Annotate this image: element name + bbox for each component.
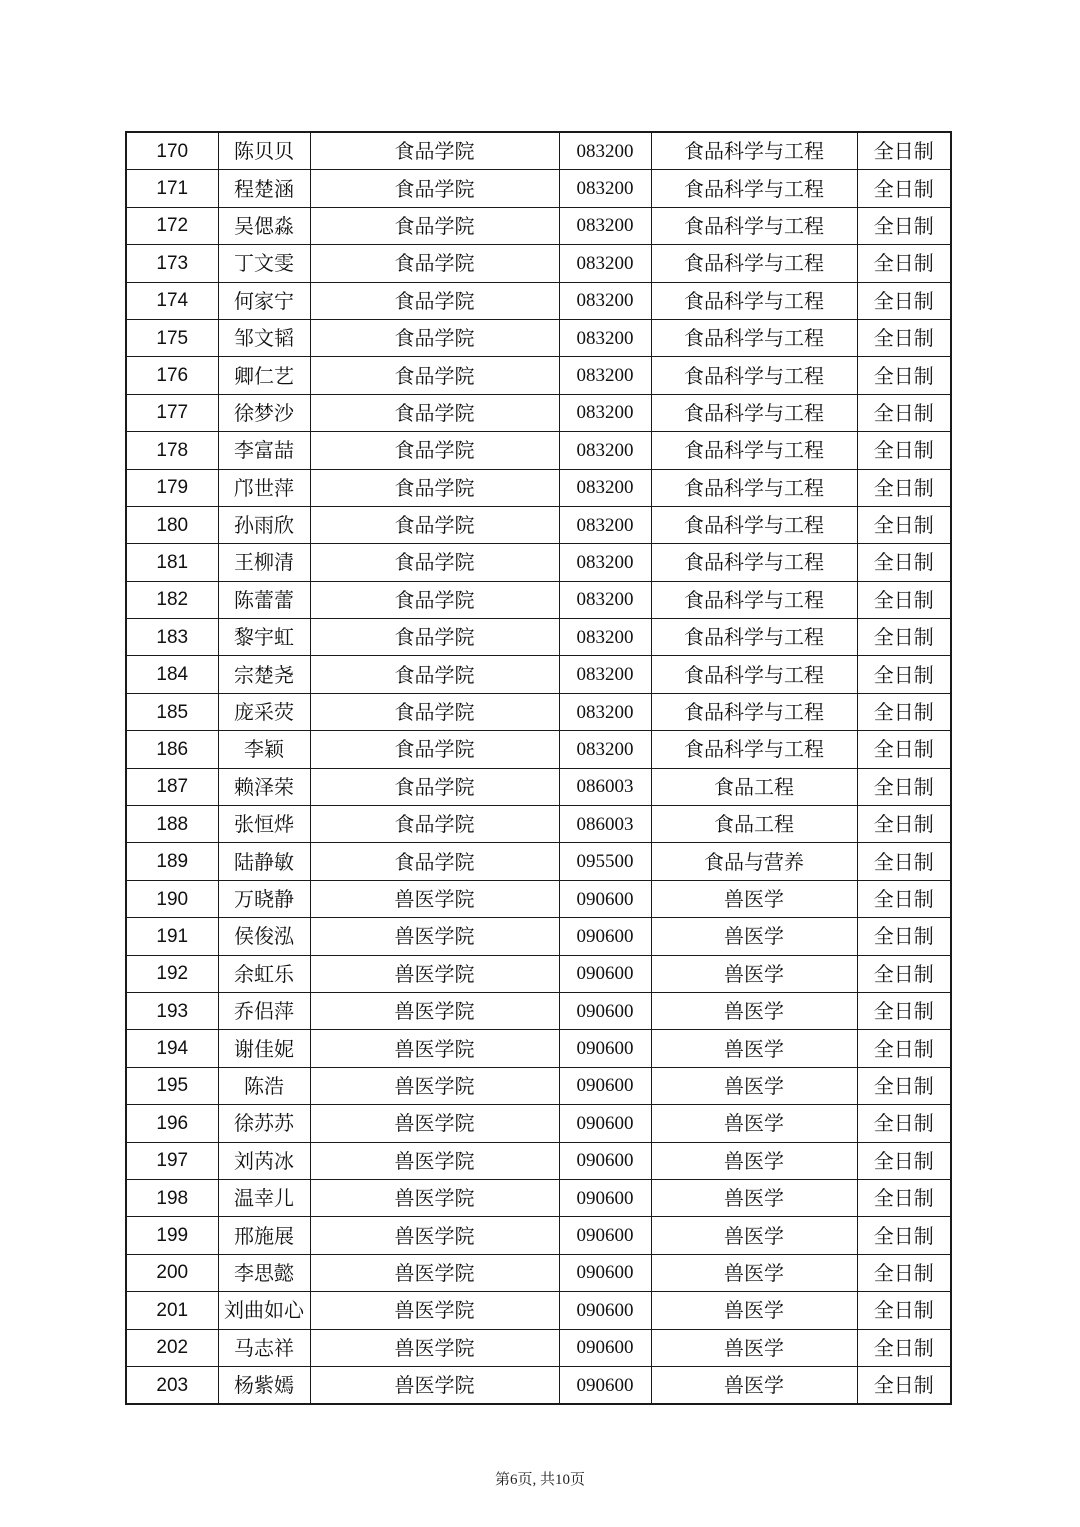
table-row: [126, 731, 951, 768]
major-name-cell: 食品工程: [651, 768, 857, 805]
major-code-cell: 090600: [559, 1292, 651, 1329]
study-mode-cell: 全日制: [857, 843, 951, 880]
college-cell: 兽医学院: [310, 1366, 559, 1404]
major-code-cell: 086003: [559, 768, 651, 805]
major-name-cell: 食品科学与工程: [651, 469, 857, 506]
major-code-cell: 090600: [559, 1067, 651, 1104]
study-mode-cell: 全日制: [857, 1292, 951, 1329]
table-row: [126, 394, 951, 431]
major-name-cell: 食品科学与工程: [651, 656, 857, 693]
row-number-cell: 181: [126, 544, 218, 581]
table-row: [126, 282, 951, 319]
college-cell: 兽医学院: [310, 1030, 559, 1067]
study-mode-cell: 全日制: [857, 245, 951, 282]
student-name-cell: 邝世萍: [218, 469, 310, 506]
major-name-cell: 兽医学: [651, 1067, 857, 1104]
study-mode-cell: 全日制: [857, 656, 951, 693]
row-number-cell: 199: [126, 1217, 218, 1254]
table-row: [126, 918, 951, 955]
row-number-cell: 176: [126, 357, 218, 394]
major-name-cell: 食品科学与工程: [651, 245, 857, 282]
major-code-cell: 083200: [559, 731, 651, 768]
study-mode-cell: 全日制: [857, 1217, 951, 1254]
student-name-cell: 陈蕾蕾: [218, 581, 310, 618]
study-mode-cell: 全日制: [857, 207, 951, 244]
study-mode-cell: 全日制: [857, 469, 951, 506]
student-name-cell: 侯俊泓: [218, 918, 310, 955]
row-number-cell: 171: [126, 170, 218, 207]
college-cell: 食品学院: [310, 656, 559, 693]
table-row: [126, 768, 951, 805]
student-name-cell: 李颖: [218, 731, 310, 768]
row-number-cell: 193: [126, 992, 218, 1029]
row-number-cell: 182: [126, 581, 218, 618]
student-name-cell: 余虹乐: [218, 955, 310, 992]
student-name-cell: 孙雨欣: [218, 506, 310, 543]
row-number-cell: 187: [126, 768, 218, 805]
student-name-cell: 徐梦沙: [218, 394, 310, 431]
table-row: [126, 207, 951, 244]
row-number-cell: 198: [126, 1179, 218, 1216]
major-name-cell: 食品科学与工程: [651, 731, 857, 768]
college-cell: 兽医学院: [310, 992, 559, 1029]
major-code-cell: 090600: [559, 880, 651, 917]
table-row: [126, 319, 951, 356]
study-mode-cell: 全日制: [857, 1067, 951, 1104]
major-code-cell: 083200: [559, 619, 651, 656]
student-name-cell: 吴偲淼: [218, 207, 310, 244]
table-row: [126, 619, 951, 656]
major-code-cell: 090600: [559, 955, 651, 992]
row-number-cell: 179: [126, 469, 218, 506]
major-name-cell: 食品科学与工程: [651, 170, 857, 207]
college-cell: 兽医学院: [310, 1067, 559, 1104]
student-name-cell: 邢施展: [218, 1217, 310, 1254]
table-row: [126, 245, 951, 282]
college-cell: 兽医学院: [310, 880, 559, 917]
major-code-cell: 090600: [559, 1366, 651, 1404]
major-code-cell: 095500: [559, 843, 651, 880]
study-mode-cell: 全日制: [857, 394, 951, 431]
college-cell: 兽医学院: [310, 918, 559, 955]
major-code-cell: 090600: [559, 992, 651, 1029]
table-row: [126, 581, 951, 618]
college-cell: 食品学院: [310, 394, 559, 431]
college-cell: 食品学院: [310, 357, 559, 394]
college-cell: 食品学院: [310, 282, 559, 319]
major-code-cell: 090600: [559, 1030, 651, 1067]
table-row: [126, 1329, 951, 1366]
major-name-cell: 食品科学与工程: [651, 506, 857, 543]
major-name-cell: 兽医学: [651, 1292, 857, 1329]
college-cell: 兽医学院: [310, 1329, 559, 1366]
row-number-cell: 186: [126, 731, 218, 768]
study-mode-cell: 全日制: [857, 1254, 951, 1291]
major-name-cell: 食品科学与工程: [651, 132, 857, 170]
major-name-cell: 食品科学与工程: [651, 432, 857, 469]
major-name-cell: 食品科学与工程: [651, 319, 857, 356]
college-cell: 兽医学院: [310, 1254, 559, 1291]
college-cell: 食品学院: [310, 544, 559, 581]
row-number-cell: 203: [126, 1366, 218, 1404]
study-mode-cell: 全日制: [857, 768, 951, 805]
student-name-cell: 乔侣萍: [218, 992, 310, 1029]
college-cell: 食品学院: [310, 843, 559, 880]
major-code-cell: 083200: [559, 432, 651, 469]
major-name-cell: 食品科学与工程: [651, 581, 857, 618]
row-number-cell: 191: [126, 918, 218, 955]
college-cell: 兽医学院: [310, 1179, 559, 1216]
major-code-cell: 083200: [559, 170, 651, 207]
major-code-cell: 083200: [559, 282, 651, 319]
table-row: [126, 469, 951, 506]
study-mode-cell: 全日制: [857, 1366, 951, 1404]
study-mode-cell: 全日制: [857, 170, 951, 207]
row-number-cell: 184: [126, 656, 218, 693]
student-name-cell: 陆静敏: [218, 843, 310, 880]
study-mode-cell: 全日制: [857, 955, 951, 992]
row-number-cell: 201: [126, 1292, 218, 1329]
study-mode-cell: 全日制: [857, 282, 951, 319]
student-name-cell: 刘芮冰: [218, 1142, 310, 1179]
major-name-cell: 食品科学与工程: [651, 394, 857, 431]
student-name-cell: 徐苏苏: [218, 1105, 310, 1142]
student-name-cell: 卿仁艺: [218, 357, 310, 394]
row-number-cell: 189: [126, 843, 218, 880]
major-name-cell: 兽医学: [651, 880, 857, 917]
study-mode-cell: 全日制: [857, 132, 951, 170]
major-name-cell: 兽医学: [651, 1142, 857, 1179]
row-number-cell: 172: [126, 207, 218, 244]
student-name-cell: 马志祥: [218, 1329, 310, 1366]
student-name-cell: 李思懿: [218, 1254, 310, 1291]
major-name-cell: 食品科学与工程: [651, 357, 857, 394]
study-mode-cell: 全日制: [857, 1329, 951, 1366]
row-number-cell: 183: [126, 619, 218, 656]
student-name-cell: 杨紫嫣: [218, 1366, 310, 1404]
student-name-cell: 张恒烨: [218, 806, 310, 843]
study-mode-cell: 全日制: [857, 619, 951, 656]
major-code-cell: 090600: [559, 1254, 651, 1291]
major-name-cell: 兽医学: [651, 918, 857, 955]
admission-list-table: [125, 131, 952, 1405]
major-name-cell: 食品科学与工程: [651, 619, 857, 656]
student-name-cell: 邹文韬: [218, 319, 310, 356]
major-name-cell: 兽医学: [651, 1254, 857, 1291]
table-row: [126, 880, 951, 917]
major-code-cell: 083200: [559, 693, 651, 730]
study-mode-cell: 全日制: [857, 1030, 951, 1067]
student-name-cell: 王柳清: [218, 544, 310, 581]
study-mode-cell: 全日制: [857, 506, 951, 543]
college-cell: 食品学院: [310, 506, 559, 543]
table-row: [126, 544, 951, 581]
college-cell: 食品学院: [310, 207, 559, 244]
page-footer: 第6页, 共10页: [494, 1472, 585, 1488]
major-name-cell: 兽医学: [651, 1179, 857, 1216]
student-name-cell: 宗楚尧: [218, 656, 310, 693]
table-row: [126, 170, 951, 207]
table-row: [126, 1067, 951, 1104]
major-name-cell: 食品科学与工程: [651, 693, 857, 730]
row-number-cell: 175: [126, 319, 218, 356]
major-code-cell: 090600: [559, 1105, 651, 1142]
major-code-cell: 090600: [559, 1217, 651, 1254]
row-number-cell: 174: [126, 282, 218, 319]
row-number-cell: 170: [126, 132, 218, 170]
student-name-cell: 陈贝贝: [218, 132, 310, 170]
college-cell: 食品学院: [310, 469, 559, 506]
college-cell: 兽医学院: [310, 955, 559, 992]
row-number-cell: 180: [126, 506, 218, 543]
study-mode-cell: 全日制: [857, 357, 951, 394]
major-name-cell: 食品科学与工程: [651, 282, 857, 319]
study-mode-cell: 全日制: [857, 544, 951, 581]
student-name-cell: 温幸儿: [218, 1179, 310, 1216]
study-mode-cell: 全日制: [857, 992, 951, 1029]
college-cell: 食品学院: [310, 693, 559, 730]
college-cell: 食品学院: [310, 731, 559, 768]
study-mode-cell: 全日制: [857, 581, 951, 618]
table-row: [126, 1254, 951, 1291]
major-name-cell: 食品科学与工程: [651, 207, 857, 244]
table-row: [126, 1217, 951, 1254]
college-cell: 食品学院: [310, 581, 559, 618]
college-cell: 兽医学院: [310, 1105, 559, 1142]
row-number-cell: 192: [126, 955, 218, 992]
study-mode-cell: 全日制: [857, 806, 951, 843]
row-number-cell: 188: [126, 806, 218, 843]
table-row: [126, 1105, 951, 1142]
major-code-cell: 090600: [559, 1142, 651, 1179]
college-cell: 食品学院: [310, 170, 559, 207]
major-name-cell: 食品工程: [651, 806, 857, 843]
student-name-cell: 李富喆: [218, 432, 310, 469]
table-row: [126, 1142, 951, 1179]
row-number-cell: 178: [126, 432, 218, 469]
major-code-cell: 090600: [559, 918, 651, 955]
study-mode-cell: 全日制: [857, 432, 951, 469]
row-number-cell: 196: [126, 1105, 218, 1142]
major-name-cell: 食品与营养: [651, 843, 857, 880]
row-number-cell: 197: [126, 1142, 218, 1179]
major-name-cell: 兽医学: [651, 955, 857, 992]
major-code-cell: 083200: [559, 506, 651, 543]
major-code-cell: 083200: [559, 357, 651, 394]
table-row: [126, 693, 951, 730]
table-row: [126, 656, 951, 693]
study-mode-cell: 全日制: [857, 1179, 951, 1216]
college-cell: 食品学院: [310, 132, 559, 170]
study-mode-cell: 全日制: [857, 1142, 951, 1179]
college-cell: 食品学院: [310, 806, 559, 843]
major-code-cell: 086003: [559, 806, 651, 843]
major-code-cell: 083200: [559, 207, 651, 244]
major-code-cell: 083200: [559, 319, 651, 356]
college-cell: 食品学院: [310, 619, 559, 656]
college-cell: 兽医学院: [310, 1292, 559, 1329]
study-mode-cell: 全日制: [857, 319, 951, 356]
major-name-cell: 兽医学: [651, 1329, 857, 1366]
study-mode-cell: 全日制: [857, 880, 951, 917]
student-name-cell: 庞采荧: [218, 693, 310, 730]
major-code-cell: 083200: [559, 469, 651, 506]
table-body: [126, 132, 951, 1404]
student-name-cell: 黎宇虹: [218, 619, 310, 656]
row-number-cell: 173: [126, 245, 218, 282]
major-name-cell: 兽医学: [651, 1217, 857, 1254]
table-row: [126, 806, 951, 843]
row-number-cell: 200: [126, 1254, 218, 1291]
student-name-cell: 万晓静: [218, 880, 310, 917]
row-number-cell: 185: [126, 693, 218, 730]
study-mode-cell: 全日制: [857, 693, 951, 730]
major-code-cell: 090600: [559, 1179, 651, 1216]
row-number-cell: 177: [126, 394, 218, 431]
major-code-cell: 083200: [559, 245, 651, 282]
table-row: [126, 506, 951, 543]
major-name-cell: 食品科学与工程: [651, 544, 857, 581]
major-code-cell: 083200: [559, 656, 651, 693]
table-row: [126, 132, 951, 170]
major-code-cell: 090600: [559, 1329, 651, 1366]
college-cell: 食品学院: [310, 245, 559, 282]
table-row: [126, 843, 951, 880]
major-name-cell: 兽医学: [651, 1366, 857, 1404]
college-cell: 兽医学院: [310, 1142, 559, 1179]
student-name-cell: 程楚涵: [218, 170, 310, 207]
study-mode-cell: 全日制: [857, 1105, 951, 1142]
row-number-cell: 195: [126, 1067, 218, 1104]
table-row: [126, 357, 951, 394]
major-name-cell: 兽医学: [651, 1105, 857, 1142]
college-cell: 食品学院: [310, 768, 559, 805]
row-number-cell: 190: [126, 880, 218, 917]
table-row: [126, 1179, 951, 1216]
table-row: [126, 432, 951, 469]
table-row: [126, 1366, 951, 1404]
study-mode-cell: 全日制: [857, 918, 951, 955]
row-number-cell: 202: [126, 1329, 218, 1366]
major-code-cell: 083200: [559, 394, 651, 431]
college-cell: 食品学院: [310, 319, 559, 356]
major-code-cell: 083200: [559, 544, 651, 581]
student-name-cell: 赖泽荣: [218, 768, 310, 805]
table-row: [126, 1292, 951, 1329]
major-code-cell: 083200: [559, 581, 651, 618]
student-name-cell: 何家宁: [218, 282, 310, 319]
student-name-cell: 谢佳妮: [218, 1030, 310, 1067]
major-code-cell: 083200: [559, 132, 651, 170]
row-number-cell: 194: [126, 1030, 218, 1067]
major-name-cell: 兽医学: [651, 1030, 857, 1067]
college-cell: 兽医学院: [310, 1217, 559, 1254]
table-row: [126, 1030, 951, 1067]
college-cell: 食品学院: [310, 432, 559, 469]
student-name-cell: 陈浩: [218, 1067, 310, 1104]
student-name-cell: 丁文雯: [218, 245, 310, 282]
table-row: [126, 992, 951, 1029]
major-name-cell: 兽医学: [651, 992, 857, 1029]
table-row: [126, 955, 951, 992]
student-name-cell: 刘曲如心: [218, 1292, 310, 1329]
study-mode-cell: 全日制: [857, 731, 951, 768]
